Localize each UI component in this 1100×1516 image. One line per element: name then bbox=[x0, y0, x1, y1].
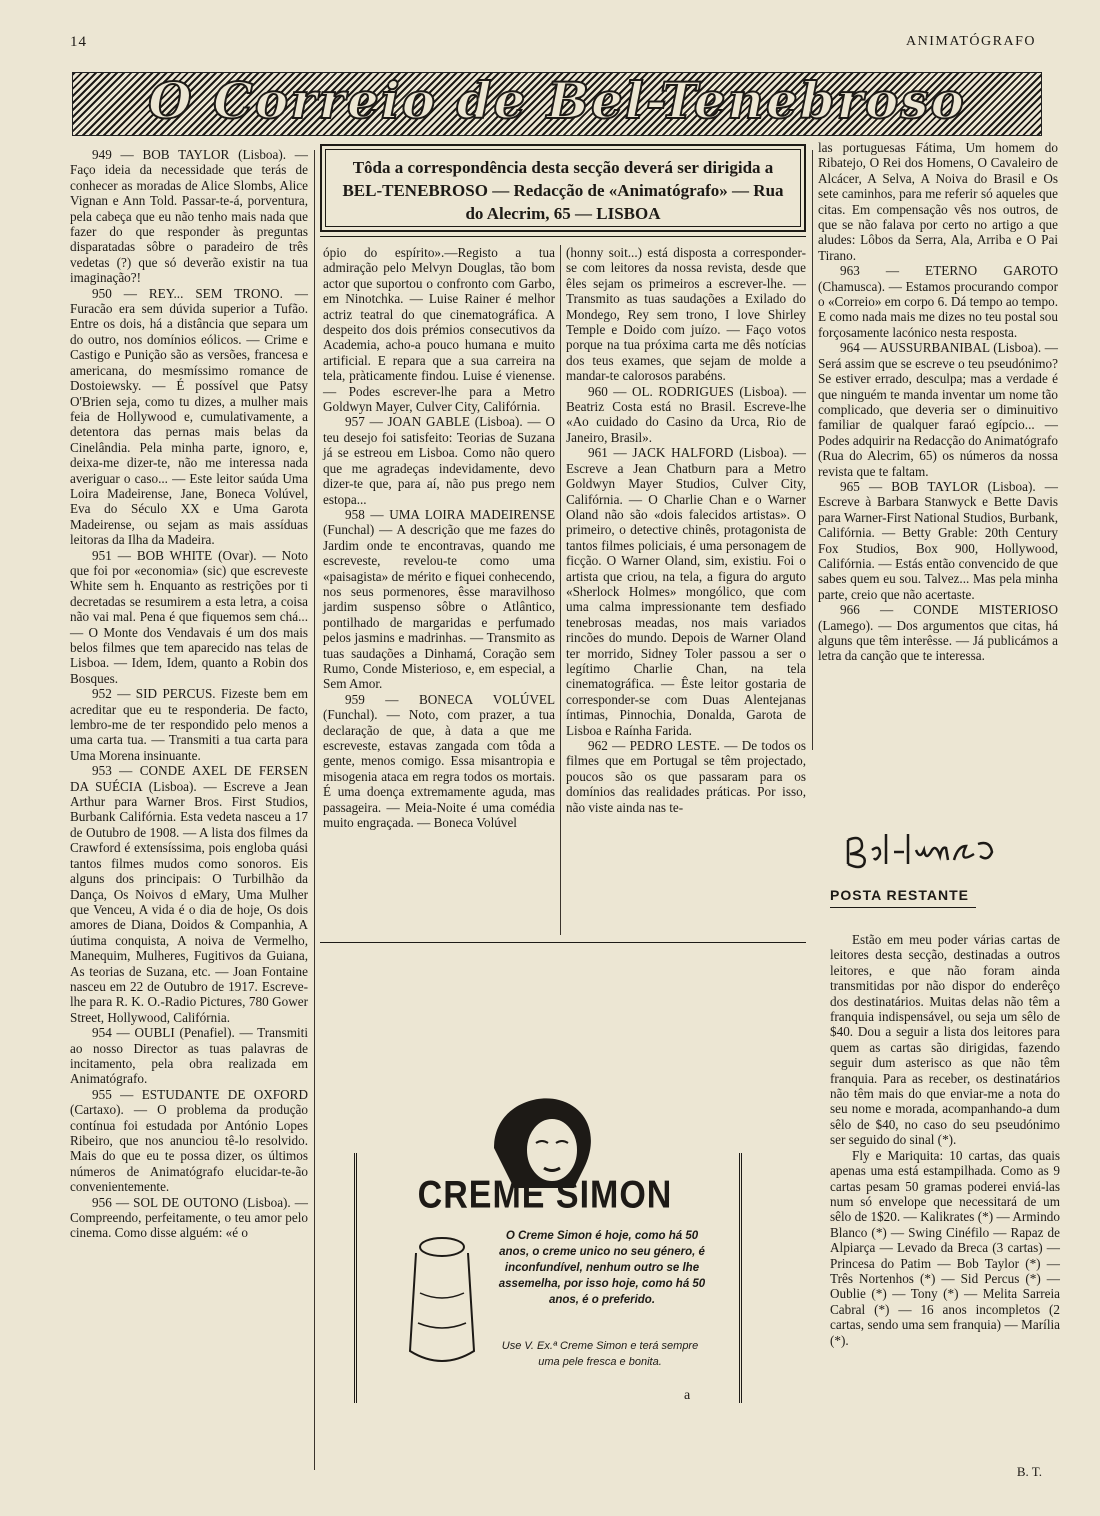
letter-reply: 963 — ETERNO GAROTO (Chamusca). — Estamos procurando compor o «Correio» em corpo 6. Dá tempo ao tempo. E como nada mais me dizes no teu postal sou forçosamente lacónico nesta resposta. bbox=[818, 263, 1058, 340]
column-divider bbox=[812, 150, 813, 750]
letter-reply: Estão em meu poder várias cartas de leitores desta secção, destinadas a outros leitores, e que não foram ainda transmitidas por não dispor do enderêço dos destinatários. Muitas delas não têm a franquia indispensável, ou seja um sêlo de $40. Dou a seguir a lista dos leitores para quem as cartas são dirigidas, fazendo seguir dum asterisco as que não têm franquia. Para as receber, os destinatários não têm mais do que enviar-me a nota do seu nome e morada, acompanhando-a dum sêlo de $40, no caso do seu pseudónimo ser seguido do sinal (*). bbox=[830, 932, 1060, 1148]
letter-reply: 966 — CONDE MISTERIOSO (Lamego). — Dos argumentos que citas, há alguns que têm interêsse. — Já publicámos a letra da canção que te interessa. bbox=[818, 602, 1058, 664]
letter-reply: 954 — OUBLI (Penafiel). — Transmiti ao nosso Director as tuas palavras de incitamento, pela obra realizada em Animatógrafo. bbox=[70, 1025, 308, 1087]
column-2 bbox=[323, 245, 555, 830]
section-banner bbox=[72, 72, 1042, 136]
ad-top-rule bbox=[320, 942, 806, 943]
page-number: 14 bbox=[70, 34, 87, 50]
letter-reply: ópio do espírito».—Registo a tua admiração pelo Melvyn Douglas, tão bom actor que suportou o confronto com Garbo, em Ninotchka. — Luise Rainer é melhor actriz teatral do que cinematográfica. A despeito dos dois prémios consecutivos da Academia, acho-a pouco humana e muito artificial. E repara que a sua carreira na tela, pràticamente findou. Luise é vienense. — Podes escrever-lhe para a Metro Goldwyn Mayer, Culver City, Califórnia. bbox=[323, 245, 555, 415]
letter-reply: Fly e Mariquita: 10 cartas, das quais apenas uma está estampilhada. Como as 9 cartas pesam 50 gramas poderei enviá-las num só envelope que necessitará de um sêlo de 1$20. — Kalikrates (*) — Armindo Blanco (*) — Swing Cinéfilo — Rapaz de Alpiarça — Levado da Breca (3 cartas) — Princesa do Patim — Bob Taylor (*) — Três Nortenhos (*) — Sid Percus (*) — Oublie (*) — Tony (*) — Melita Sarreia Cabral (*) — 16 anos incompletos (2 cartas, sendo uma sem franquia) — Marília (*). bbox=[830, 1147, 1060, 1348]
column-divider bbox=[314, 150, 315, 1470]
letter-reply: 957 — JOAN GABLE (Lisboa). — O teu desejo foi satisfeito: Teorias de Suzana já se estreou em Lisboa. Como não quero que me agradeças indevidamente, devo dizer-te que, para aí, não pus prego nem estopa... bbox=[323, 414, 555, 507]
notice-rule bbox=[320, 236, 806, 237]
posta-restante-heading: POSTA RESTANTE bbox=[830, 887, 969, 903]
letter-reply: 962 — PEDRO LESTE. — De todos os filmes que em Portugal se têm projectado, poucos são os que passaram para os domínios das realidades práticas. Por isso, não viste ainda nas te- bbox=[566, 738, 806, 815]
signature-icon bbox=[842, 820, 1012, 880]
creme-simon-ad bbox=[354, 1088, 736, 1408]
letter-reply: 956 — SOL DE OUTONO (Lisboa). — Compreendo, perfeitamente, o teu amor pelo cinema. Como disse alguém: «é o bbox=[70, 1194, 308, 1241]
initials: B. T. bbox=[1016, 1464, 1042, 1479]
letter-reply: 958 — UMA LOIRA MADEIRENSE (Funchal) — A descrição que me fazes do Jardim onde te encontravas, quando me escreveste, revelou-te como uma «paisagista» de mérito e fiquei conhecendo, nos seus pormenores, êsse maravilhoso jardim suspenso sôbre o Atlântico, pontilhado de margaridas e perfumado pelos jasmins e madrinhas. — Transmito as tuas saudações a Dinhamá, Coração sem Rumo, Conde Misterioso, e, em especial, a Sem Amor. bbox=[323, 506, 555, 692]
posta-restante-body bbox=[830, 932, 1060, 1348]
letter-reply: 952 — SID PERCUS. Fizeste bem em acreditar que eu te responderia. De facto, lembro-me de ter respondido pelo menos a uma carta tua. — Transmiti a tua carta para Uma Morena insinuante. bbox=[70, 686, 308, 763]
column-divider bbox=[560, 245, 561, 935]
letter-reply: 949 — BOB TAYLOR (Lisboa). — Faço ideia da necessidade que terás de conhecer as moradas de Alice Slombs, Alice Vignan e Ann Told. Passar-te-á, porventura, pela cabeça que eu não tenho mais nada que fazer do que responder às preguntas disparatadas sôbre o paradeiro de três vedetas (?) que só deverão existir na tua imaginação?! bbox=[70, 147, 308, 286]
letter-reply: las portuguesas Fátima, Um homem do Ribatejo, O Rei dos Homens, O Cavaleiro de Alcácer, A Selva, A Noiva do Brasil e Os sete caminhos, para me referir só aqueles que citas. Em compensação vês nos outros, de que se não falava por certo no artigo a que aludes: Lôbos da Serra, Ala, Arriba e O Pai Tirano. bbox=[818, 140, 1058, 263]
signature bbox=[842, 820, 1012, 880]
letter-reply: (honny soit...) está disposta a corresponder-se com leitores da nossa revista, desde que êles sejam os primeiros a escrever-lhe. — Transmito as tuas saudações a Exilado do Mondego, Rey sem trono, I love Shirley Temple e Doido com juízo. — Faço votos porque na tua próxima carta me dês notícias dos teus exames, que sejam de molde a mandar-te calorosos parabéns. bbox=[566, 245, 806, 384]
publication-name: ANIMATÓGRAFO bbox=[905, 34, 1036, 49]
letter-reply: 953 — CONDE AXEL DE FERSEN DA SUÉCIA (Lisboa). — Escreve a Jean Arthur para Warner Bros. First Studios, Burbank Califórnia. Esta vedeta nasceu a 17 de Outubro de 1908. — A lista dos filmes da Crawford é extensíssima, pois engloba quási tantos filmes mudos como sonoros. Eis alguns dos principais: O Turbilhão da Dança, Os Noivos d eMary, Uma Mulher que Venceu, A vida é o dia de hoje, Os dois amores de Diana, Doidos & Companhia, A úutima conquista, A noiva de Vermelho, Manequim, Mulheres, Fugitivos da Guiana, As teorias de Suzana, etc. — Joan Fontaine nasceu em 22 de Outubro de 1917. Escreve-lhe para R. K. O.-Radio Pictures, 780 Gower Street, Hollywood, Califórnia. bbox=[70, 763, 308, 1025]
posta-rule bbox=[830, 907, 976, 908]
ad-mark: a bbox=[684, 1388, 691, 1403]
letter-reply: 955 — ESTUDANTE DE OXFORD (Cartaxo). — O problema da produção contínua foi estudada por António Lopes Ribeiro, que nos anunciou tê-lo resolvido. Mais do que eu te possa dizer, os últimos números de Animatógrafo elucidar-te-ão convenientemente. bbox=[70, 1086, 308, 1195]
letter-reply: 965 — BOB TAYLOR (Lisboa). — Escreve à Barbara Stanwyck e Bette Davis para Warner-First National Studios, Burbank, Califórnia. — Betty Grable: 20th Century Fox Studios, Box 900, Hollywood, Califórnia. — Estás então convencido de que sabes quem eu sou. Talvez... Mas pela minha parte, creio que não acertaste. bbox=[818, 478, 1058, 602]
ad-brand: CREME SIMON bbox=[417, 1173, 673, 1217]
letter-reply: 959 — BONECA VOLÚVEL (Funchal). — Noto, com prazer, a tua declaração de que, à data a que me escreveste, estavas zangada com tôda a gente, menos comigo. Essa misantropia e misogenia ataca em regra todos os mortais. É uma doença extremamente aguda, mas passageira. — Meia-Noite é uma comédia muito engraçada. — Boneca Volúvel bbox=[323, 691, 555, 831]
letter-reply: 951 — BOB WHITE (Ovar). — Noto que foi por «economia» (sic) que escreveste White sem h. Enquanto as restrições por ti decretadas se resumirem a esta letra, a coisa não vai mal. Pena é que fiquemos sem chá... — O Monte dos Vendavais é um dos mais belos filmes que tem aparecido nas telas de Lisboa. — Idem, Idem, quanto a Robin dos Bosques. bbox=[70, 547, 308, 686]
column-1 bbox=[70, 147, 308, 1241]
ad-call-to-action: Use V. Ex.ª Creme Simon e terá sempre uma pele fresca e bonita. bbox=[501, 1340, 699, 1368]
cream-jar-icon bbox=[394, 1233, 490, 1373]
notice-text: Tôda a correspondência desta secção deverá ser dirigida a BEL-TENEBROSO — Redacção de «Animatógrafo» — Rua do Alecrim, 65 — LISBOA bbox=[325, 149, 801, 227]
column-4 bbox=[818, 140, 1058, 664]
letter-reply: 964 — AUSSURBANIBAL (Lisboa). — Será assim que se escreve o teu pseudónimo? Se estiver errado, desculpa; mas a verdade é que ninguém te manda inventar um nome tão complicado, que deveria ser o diminuitivo familiar de qualquer faraó egípcio... — Podes adquirir na Redacção do Animatógrafo (Rua do Alecrim, 65) os números da nossa revista que te faltam. bbox=[818, 340, 1058, 479]
letter-reply: 950 — REY... SEM TRONO. — Furacão era sem dúvida superior a Tufão. Entre os dois, há a distância que separa um do outro, nos domínios eólicos. — Crime e Castigo e Punição são as versões, francesa e americana, do mesmíssimo romance de Dostoiewsky. — É possível que Patsy O'Brien seja, como tu dizes, a mulher mais feia de Hollywood e, cumulativamente, a detentora das pernas mais belas da Cinelândia. Pela minha parte, ignoro, e, deixa-me dizer-te, não me interessa nada averiguar o caso... — Este leitor saúda Uma Loira Madeirense, Jane, Boneca Volúvel, Eva do Século XX e Uma Garota Madeirense, ou sejam as mais assíduas leitoras da Ilha da Madeira. bbox=[70, 285, 308, 548]
letter-reply: 960 — OL. RODRIGUES (Lisboa). — Beatriz Costa está no Brasil. Escreve-lhe «Ao cuidado do Casino da Urca, Rio de Janeiro, Brasil». bbox=[566, 383, 806, 445]
column-3 bbox=[566, 245, 806, 815]
banner-title: O Correio de Bel-Tenebroso bbox=[148, 72, 966, 130]
ad-body-text: O Creme Simon é hoje, como há 50 anos, o creme unico no seu género, é inconfundível, nenhum outro se lhe assemelha, por isso hoje, como há 50 anos, é o preferido. bbox=[498, 1230, 706, 1306]
letter-reply: 961 — JACK HALFORD (Lisboa). — Escreve a Jean Chatburn para a Metro Goldwyn Mayer Studios, Culver City, Califórnia. — O Charlie Chan e o Warner Oland não são «dois falecidos artistas». O primeiro, o detective chinês, protagonista de tantos filmes policiais, é uma personagem de ficção. O Warner Oland, sim, existiu. Foi o artista que criou, na tela, a figura do arguto «Sherlock Holmes» mongólico, que com uma calma impressionante tem desfiado tenebrosas meadas, nos mais variados rincões do mundo. Depois de Warner Oland ter morrido, Sidney Toler passou a ser o legítimo Charlie Chan, na tela cinematográfica. — Êste leitor gostaria de corresponder-se com Duas Alentejanas íntimas, Pinnochia, Donalda, Garota de Lisboa e Raínha Farida. bbox=[566, 445, 806, 738]
correspondence-notice bbox=[320, 144, 806, 232]
